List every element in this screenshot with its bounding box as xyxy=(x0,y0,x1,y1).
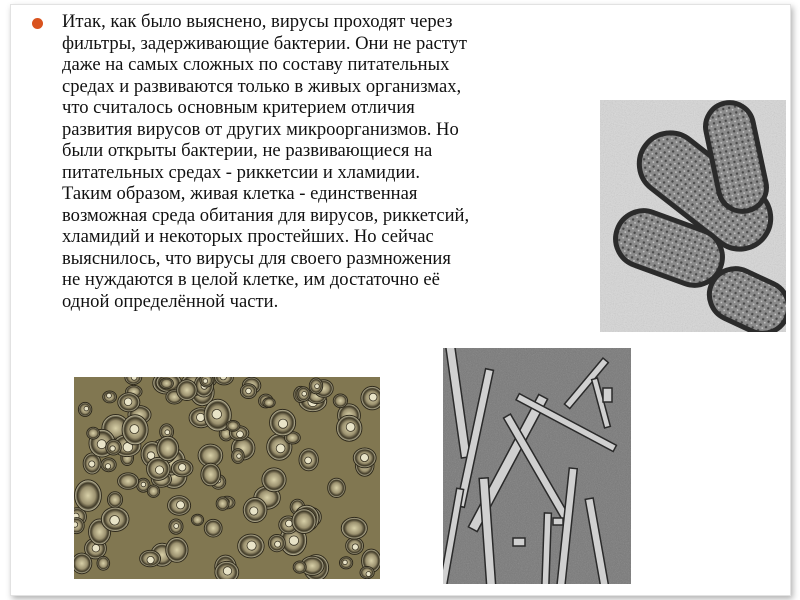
bullet-icon xyxy=(32,18,43,29)
rod-virus-micrograph-image xyxy=(443,348,631,584)
slide xyxy=(10,4,791,596)
bacteria-micrograph-image xyxy=(600,100,786,332)
body-paragraph: Итак, как было выяснено, вирусы проходят через фильтры, задерживающие бактерии. Они не растут даже на самых сложных по составу питательных средах и развиваются только в живых организмах, что считалось основным критерием отличия развития вирусов от других микроорганизмов. Но были открыты бактерии, не развивающиеся на питательных средах - риккетсии и хламидии. Таким образом, живая клетка - единственная возможная среда обитания для вирусов, риккетсий, хламидий и некоторых простейших. Но сейчас выяснилось, что вирусы для своего размножения не нуждаются в целой клетке, им достаточно её одной определённой части. xyxy=(62,11,470,312)
cell-culture-micrograph-image xyxy=(74,377,380,579)
